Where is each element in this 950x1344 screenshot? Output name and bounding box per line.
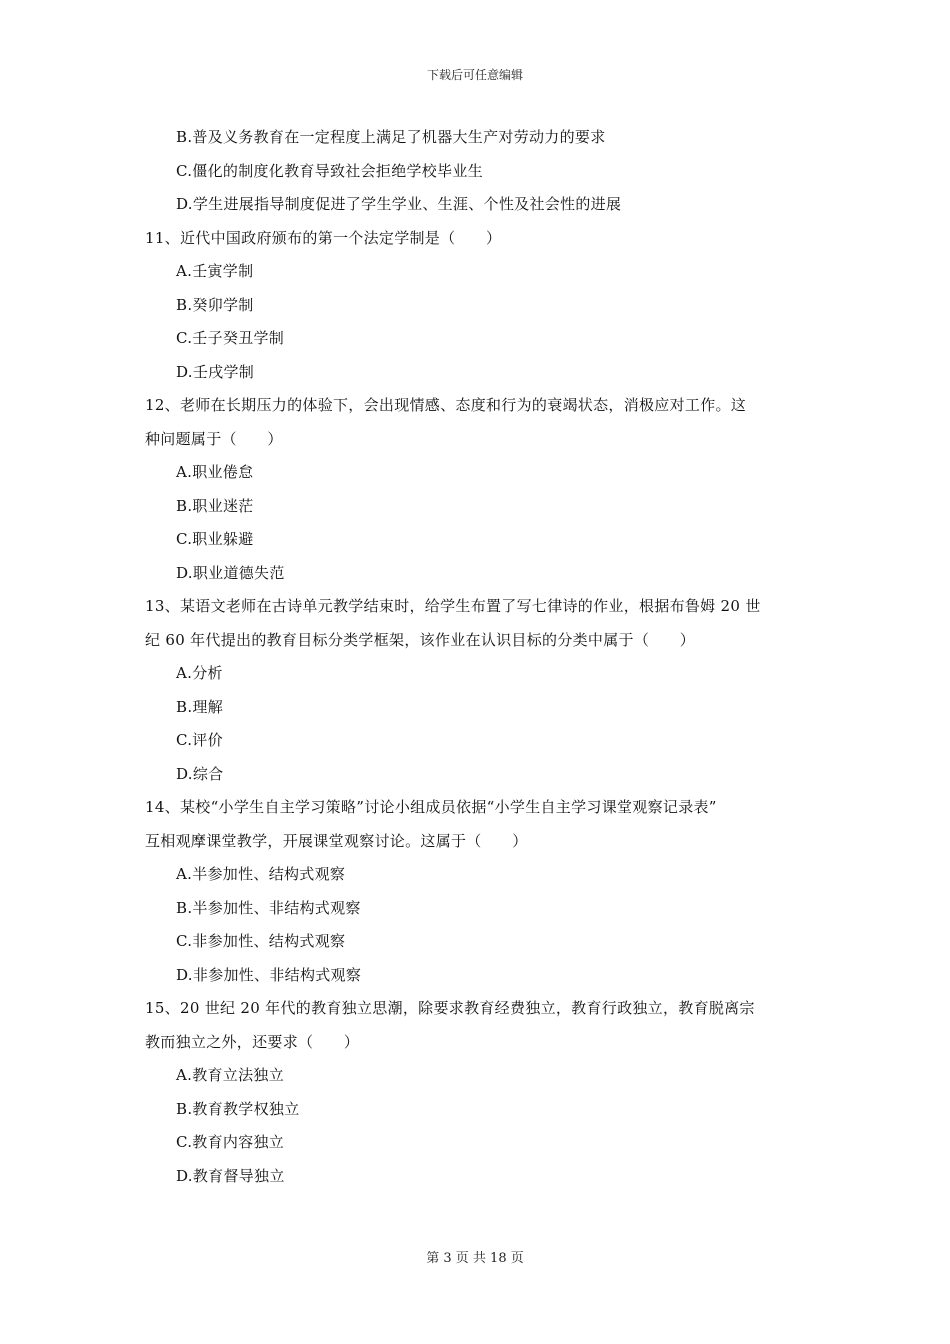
- option-line: A.分析: [176, 664, 223, 682]
- page-header-note: 下载后可任意编辑: [426, 68, 523, 82]
- option-line: D.教育督导独立: [176, 1166, 285, 1185]
- option-line: A.半参加性、结构式观察: [176, 865, 346, 883]
- question-stem: 纪 60 年代提出的教育目标分类学框架，该作业在认识目标的分类中属于（ ）: [145, 630, 696, 649]
- option-line: D.职业道德失范: [176, 563, 285, 582]
- option-line: C.教育内容独立: [176, 1133, 285, 1151]
- option-line: C.职业躲避: [176, 530, 254, 548]
- option-line: C.评价: [176, 731, 223, 749]
- question-stem: 15、20 世纪 20 年代的教育独立思潮，除要求教育经费独立，教育行政独立，教育脱离宗: [145, 999, 755, 1017]
- option-line: B.教育教学权独立: [176, 1099, 300, 1118]
- question-stem: 14、某校“小学生自主学习策略”讨论小组成员依据“小学生自主学习课堂观察记录表”: [145, 798, 717, 816]
- page-footer-number: 第 3 页 共 18 页: [426, 1251, 524, 1266]
- option-line: D.非参加性、非结构式观察: [176, 965, 362, 984]
- question-stem: 12、老师在长期压力的体验下，会出现情感、态度和行为的衰竭状态，消极应对工作。这: [145, 396, 747, 414]
- option-line: C.非参加性、结构式观察: [176, 932, 346, 950]
- option-line: A.教育立法独立: [176, 1066, 285, 1084]
- option-line: B.职业迷茫: [176, 496, 254, 515]
- question-stem: 13、某语文老师在古诗单元教学结束时，给学生布置了写七律诗的作业，根据布鲁姆 20 世: [145, 597, 761, 615]
- option-line: A.壬寅学制: [176, 262, 254, 280]
- question-stem: 11、近代中国政府颁布的第一个法定学制是（ ）: [145, 228, 502, 247]
- document-body: [145, 121, 815, 1193]
- option-line: C.壬子癸丑学制: [176, 329, 285, 347]
- question-stem: 教而独立之外，还要求（ ）: [145, 1032, 360, 1051]
- option-line: D.壬戌学制: [176, 362, 255, 381]
- option-line: C.僵化的制度化教育导致社会拒绝学校毕业生: [176, 161, 484, 180]
- question-stem: 互相观摩课堂教学，开展课堂观察讨论。这属于（ ）: [145, 831, 528, 850]
- option-line: D.综合: [176, 764, 224, 783]
- question-stem: 种问题属于（ ）: [145, 429, 283, 448]
- option-line: D.学生进展指导制度促进了学生学业、生涯、个性及社会性的进展: [176, 195, 622, 213]
- option-line: A.职业倦怠: [176, 463, 254, 481]
- option-line: B.半参加性、非结构式观察: [176, 898, 361, 917]
- option-line: B.理解: [176, 697, 223, 716]
- option-line: B.癸卯学制: [176, 295, 254, 314]
- option-line: B.普及义务教育在一定程度上满足了机器大生产对劳动力的要求: [176, 128, 606, 146]
